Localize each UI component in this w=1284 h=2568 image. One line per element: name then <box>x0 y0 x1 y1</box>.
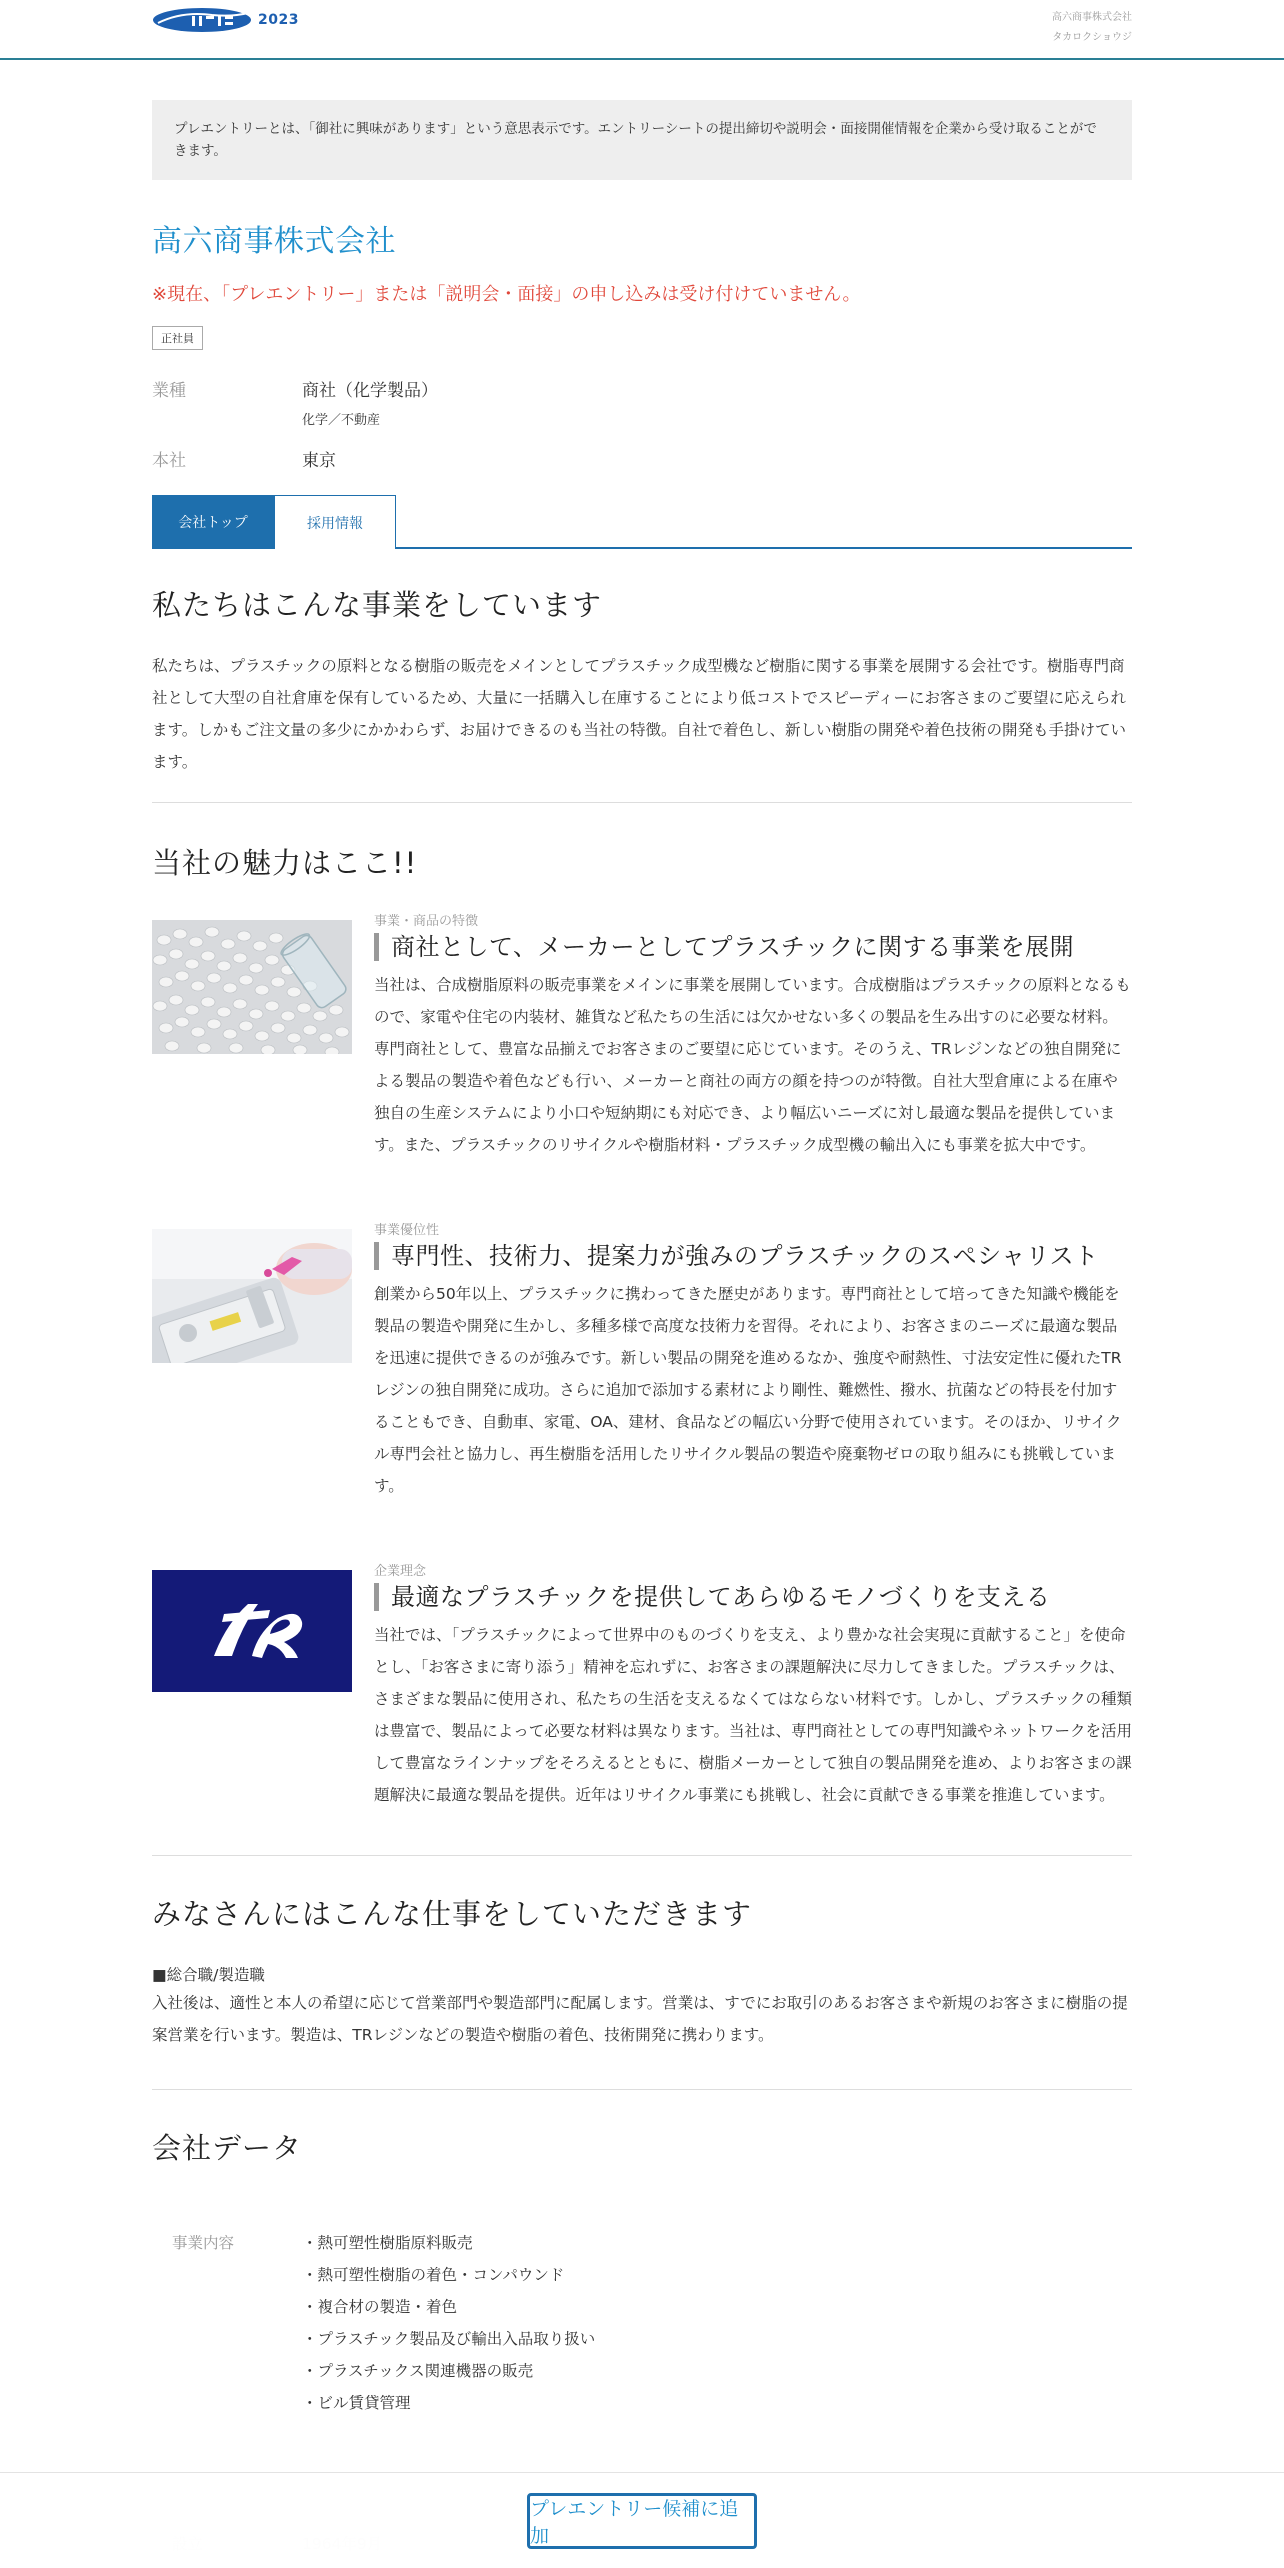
divider <box>152 1855 1132 1856</box>
entry-closed-warning: ※現在、「プレエントリー」または「説明会・面接」の申し込みは受け付けていません。 <box>152 284 861 305</box>
feature-body <box>374 1560 1132 1811</box>
list-item: ・熱可塑性樹脂の着色・コンパウンド <box>302 2266 565 2284</box>
company-tabs <box>152 495 1132 549</box>
company-data-heading: 会社データ <box>152 2131 303 2165</box>
feature-item <box>152 1560 1132 1811</box>
divider <box>152 2089 1132 2090</box>
main-content <box>152 60 1132 2419</box>
feature-category: 事業優位性 <box>374 1223 440 1238</box>
list-item: ・熱可塑性樹脂原料販売 <box>302 2234 473 2252</box>
list-item: ・プラスチックス関連機器の販売 <box>302 2362 534 2380</box>
feature-image-resin-pellets <box>152 920 352 1054</box>
feature-category: 企業理念 <box>374 1564 427 1579</box>
work-text: 入社後は、適性と本人の希望に応じて営業部門や製造部門に配属します。営業は、すでにお取引のあるお客さまや新規のお客さまに樹脂の提案営業を行います。製造は、TRレジンなどの製造や樹脂の着色、技術開発に携わります。 <box>152 1994 1128 2044</box>
feature-text: 創業から50年以上、プラスチックに携わってきた歴史があります。専門商社として培ってきた知識や機能を製品の製造や開発に生かし、多種多様で高度な技術力を習得。それにより、お客さまのニーズに最適な製品を迅速に提供できるのが強みです。新しい製品の開発を進めるなか、強度や耐熱性、寸法安定性に優れたTRレジンの独自開発に成功。さらに追加で添加する素材により剛性、難燃性、撥水、抗菌などの特長を付加することもでき、自動車、家電、OA、建材、食品などの幅広い分野で使用されています。そのほか、リサイクル専門会社と協力し、再生樹脂を活用したリサイクル製品の製造や廃棄物ゼロの取り組みにも挑戦しています。 <box>374 1285 1122 1495</box>
sticky-entry-bar <box>0 2472 1284 2568</box>
header-company-info <box>1052 8 1132 48</box>
header-company-kana: タカロクショウジ <box>1052 32 1132 43</box>
industry-value-wrap <box>302 376 438 428</box>
add-preentry-button[interactable]: プレエントリー候補に追加 <box>527 2493 757 2549</box>
feature-title: 最適なプラスチックを提供してあらゆるモノづくりを支える <box>374 1583 1132 1611</box>
list-item: ・複合材の製造・着色 <box>302 2298 458 2316</box>
tab-recruitment-info[interactable]: 採用情報 <box>274 495 396 549</box>
feature-image-company-logo <box>152 1570 352 1692</box>
employment-type-tag: 正社員 <box>152 326 203 350</box>
feature-title: 商社として、メーカーとしてプラスチックに関する事業を展開 <box>374 933 1132 961</box>
work-heading: みなさんにはこんな仕事をしていただきます <box>152 1897 753 1931</box>
feature-item <box>152 1219 1132 1502</box>
feature-category: 事業・商品の特徴 <box>374 914 479 929</box>
feature-text: 当社は、合成樹脂原料の販売事業をメインに事業を展開しています。合成樹脂はプラスチックの原料となるもので、家電や住宅の内装材、雑貨など私たちの生活には欠かせない多くの製品を生み出すのに必要な材料。専門商社として、豊富な品揃えでお客さまのご要望に応じています。そのうえ、TRレジンなどの独自開発による製品の製造や着色なども行い、メーカーと商社の両方の顔を持つのが特徴。自社大型倉庫による在庫や独自の生産システムにより小口や短納期にも対応でき、より幅広いニーズに対し最適な製品を提供しています。また、プラスチックのリサイクルや樹脂材料・プラスチック成型機の輸出入にも事業を拡大中です。 <box>374 976 1131 1154</box>
hq-label: 本社 <box>152 451 186 471</box>
logo-year: 2023 <box>258 12 299 28</box>
divider <box>152 802 1132 803</box>
industry-sub: 化学／不動産 <box>302 413 381 428</box>
company-name: 高六商事株式会社 <box>152 224 396 259</box>
list-item: ・プラスチック製品及び輸出入品取り扱い <box>302 2330 596 2348</box>
header-company-name: 高六商事株式会社 <box>1052 12 1132 23</box>
site-header <box>0 0 1284 60</box>
company-data-table <box>152 2227 1132 2419</box>
company-info <box>152 376 1132 471</box>
preentry-notice: プレエントリーとは、「御社に興味があります」という意思表示です。エントリーシートの提出締切や説明会・面接開催情報を企業から受け取ることができます。 <box>152 100 1132 180</box>
business-heading: 私たちはこんな事業をしています <box>152 588 603 622</box>
job-title: ■総合職/製造職 <box>152 1966 265 1984</box>
hq-value: 東京 <box>302 451 336 471</box>
hq-row <box>152 446 1132 471</box>
feature-image-lab-work <box>152 1229 352 1363</box>
industry-label: 業種 <box>152 381 186 401</box>
appeal-heading: 当社の魅力はここ!! <box>152 846 418 880</box>
business-content-label: 事業内容 <box>172 2234 235 2252</box>
industry-value: 商社（化学製品） <box>302 381 438 401</box>
rikunabi-logo-icon <box>152 7 252 33</box>
business-content-list <box>302 2227 595 2419</box>
industry-row <box>152 376 1132 428</box>
rikunabi-logo[interactable] <box>152 4 299 36</box>
business-text: 私たちは、プラスチックの原料となる樹脂の販売をメインとしてプラスチック成型機など樹脂に関する事業を展開する会社です。樹脂専門商社として大型の自社倉庫を保有しているため、大量に一括購入し在庫することにより低コストでスピーディーにお客さまのご要望に応えられます。しかもご注文量の多少にかかわらず、お届けできるのも当社の特徴。自社で着色し、新しい樹脂の開発や着色技術の開発も手掛けています。 <box>152 657 1127 771</box>
tab-company-top[interactable]: 会社トップ <box>152 495 274 549</box>
list-item: ・ビル賃貸管理 <box>302 2394 411 2412</box>
feature-title: 専門性、技術力、提案力が強みのプラスチックのスペシャリスト <box>374 1242 1132 1270</box>
business-content-row <box>152 2227 1132 2419</box>
feature-body <box>374 1219 1132 1502</box>
feature-item <box>152 910 1132 1161</box>
feature-text: 当社では、「プラスチックによって世界中のものづくりを支え、より豊かな社会実現に貢献すること」を使命とし、「お客さまに寄り添う」精神を忘れずに、お客さまの課題解決に尽力してきました。プラスチックは、さまざまな製品に使用され、私たちの生活を支えるなくてはならない材料です。しかし、プラスチックの種類は豊富で、製品によって必要な材料は異なります。当社は、専門商社としての専門知識やネットワークを活用して豊富なラインナップをそろえるとともに、樹脂メーカーとして独自の製品開発を進め、よりお客さまの課題解決に最適な製品を提供。近年はリサイクル事業にも挑戦し、社会に貢献できる事業を推進しています。 <box>374 1626 1132 1804</box>
feature-body <box>374 910 1132 1161</box>
